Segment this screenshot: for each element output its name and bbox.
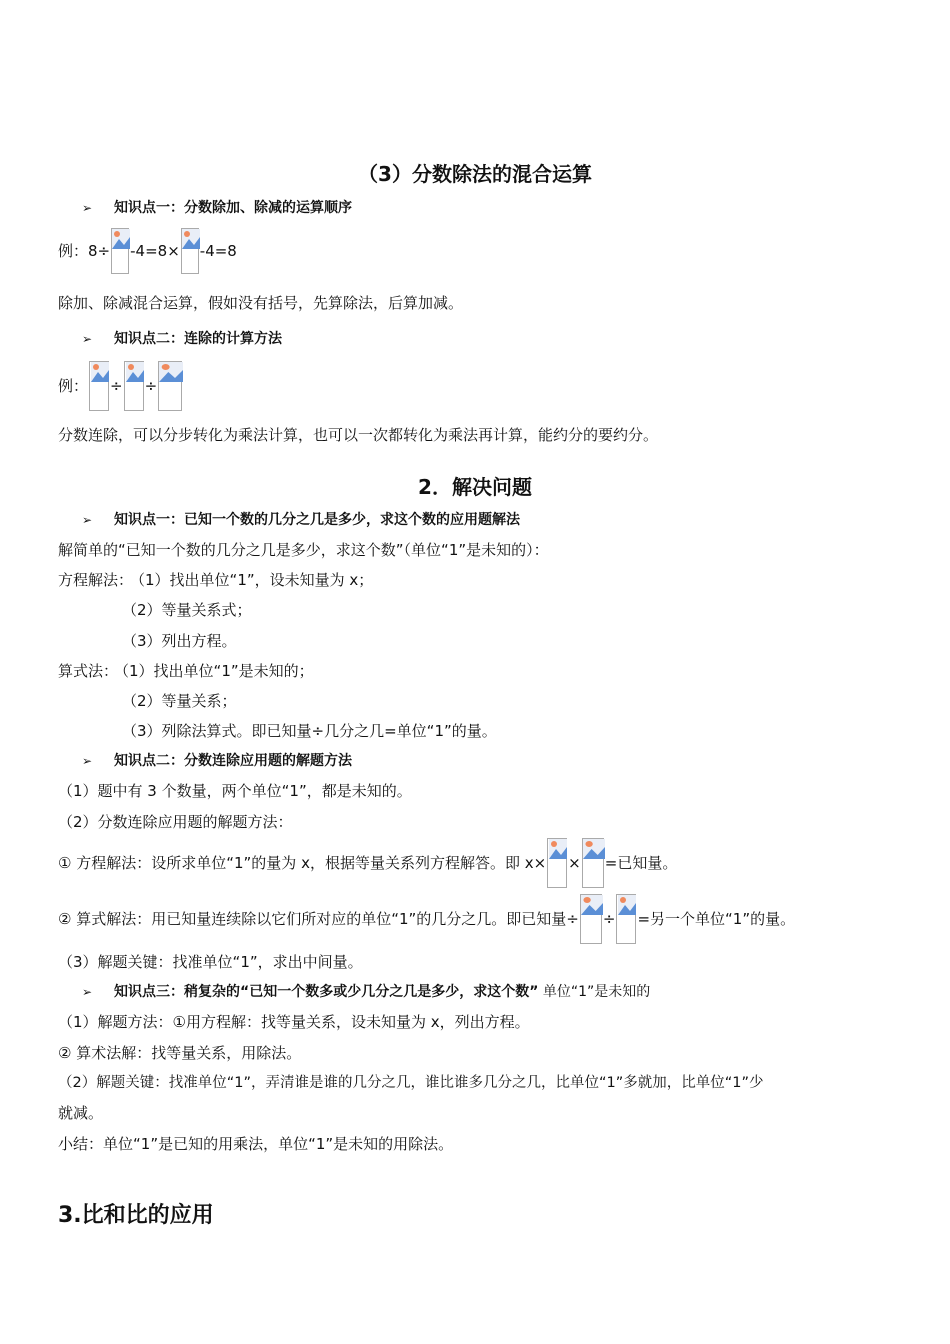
solution-method: （1）解题方法：①用方程解：找等量关系，设未知量为 x，列出方程。 — [58, 1013, 530, 1031]
equation-method-label: 方程解法： — [58, 571, 134, 589]
knowledge-point-1-problems: ➢ 知识点一：已知一个数的几分之几是多少，求这个数的应用题解法 — [82, 512, 520, 528]
knowledge-point-3-problems: ➢ 知识点三：稍复杂的“已知一个数多或少几分之几是多少，求这个数” 单位“1”是未知的 — [82, 984, 651, 1000]
method-arithmetic: ② 算式解法：用已知量连续除以它们所对应的单位“1”的几分之几。即已知量÷ ÷ =另一个单位“1”的量。 — [58, 894, 795, 944]
solution-key-line-2: 就减。 — [58, 1104, 104, 1122]
arrow-bullet-icon: ➢ — [82, 754, 93, 768]
section-title-ratio: 3.比和比的应用 — [58, 1203, 214, 1228]
knowledge-point-2-problems: ➢ 知识点二：分数连除应用题的解题方法 — [82, 753, 352, 769]
arithmetic-step-1: （1）找出单位“1”是未知的； — [114, 662, 314, 680]
arithmetic-step-3: （3）列除法算式。即已知量÷几分之几=单位“1”的量。 — [122, 722, 497, 740]
equation-step-2: （2）等量关系式； — [122, 601, 252, 619]
point-3: （3）解题关键：找准单位“1”，求出中间量。 — [58, 953, 363, 971]
rule-division-add-subtract: 除加、除减混合运算，假如没有括号，先算除法，后算加减。 — [58, 294, 464, 312]
summary: 小结：单位“1”是已知的用乘法，单位“1”是未知的用除法。 — [58, 1135, 454, 1153]
example-1: 例： 8÷ -4=8× -4=8 — [58, 228, 237, 274]
broken-image-icon — [124, 361, 144, 411]
intro-line: 解简单的“已知一个数的几分之几是多少，求这个数”（单位“1”是未知的）： — [58, 541, 549, 559]
broken-image-icon — [547, 838, 567, 888]
broken-image-icon — [181, 228, 199, 274]
broken-image-icon — [89, 361, 109, 411]
arrow-bullet-icon: ➢ — [82, 201, 93, 215]
example-2: 例： ÷ ÷ — [58, 361, 183, 411]
broken-image-icon — [582, 838, 604, 888]
point-2: （2）分数连除应用题的解题方法： — [58, 813, 293, 831]
arithmetic-solution: ② 算术法解：找等量关系，用除法。 — [58, 1044, 302, 1062]
knowledge-point-2: ➢ 知识点二：连除的计算方法 — [82, 331, 282, 347]
point-1: （1）题中有 3 个数量，两个单位“1”，都是未知的。 — [58, 782, 412, 800]
section-title-mixed-division: （3）分数除法的混合运算 — [358, 162, 592, 186]
arrow-bullet-icon: ➢ — [82, 332, 93, 346]
broken-image-icon — [616, 894, 636, 944]
section-title-solve-problems: 2．解决问题 — [418, 475, 532, 499]
arrow-bullet-icon: ➢ — [82, 513, 93, 527]
broken-image-icon — [111, 228, 129, 274]
equation-step-1: （1）找出单位“1”，设未知量为 x； — [130, 571, 374, 589]
equation-step-3: （3）列出方程。 — [122, 632, 237, 650]
arrow-bullet-icon: ➢ — [82, 985, 93, 999]
arithmetic-method-label: 算式法： — [58, 662, 119, 680]
solution-key-line-1: （2）解题关键：找准单位“1”，弄清谁是谁的几分之几，谁比谁多几分之几，比单位“1”多就加，比单位“1”少 — [58, 1075, 764, 1091]
knowledge-point-1: ➢ 知识点一：分数除加、除减的运算顺序 — [82, 200, 352, 216]
rule-continuous-division: 分数连除，可以分步转化为乘法计算，也可以一次都转化为乘法再计算，能约分的要约分。 — [58, 426, 659, 444]
arithmetic-step-2: （2）等量关系； — [122, 692, 237, 710]
broken-image-icon — [580, 894, 602, 944]
method-equation: ① 方程解法：设所求单位“1”的量为 x，根据等量关系列方程解答。即 x× × =已知量。 — [58, 838, 677, 888]
broken-image-icon — [158, 361, 182, 411]
